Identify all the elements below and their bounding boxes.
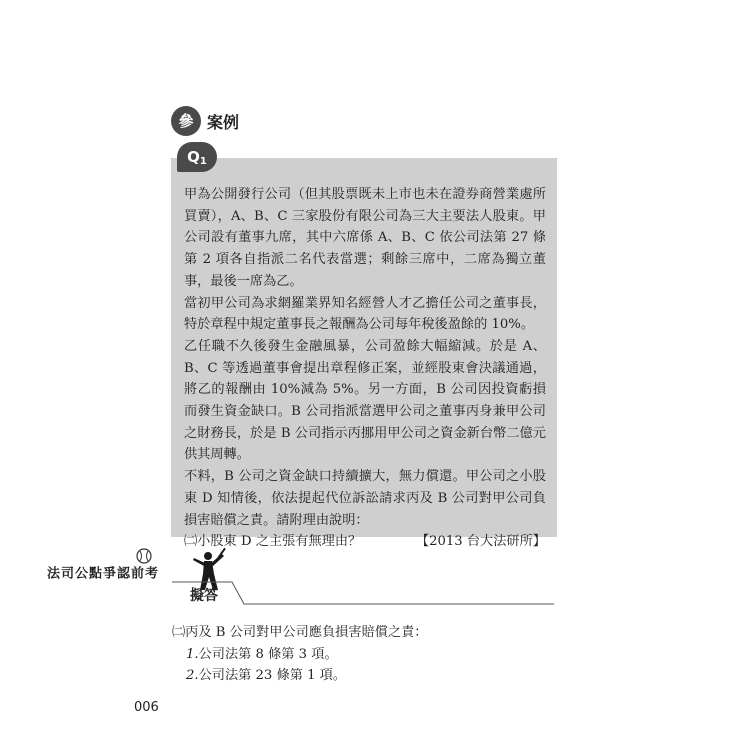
side-vertical-label [44, 566, 157, 579]
answer-heading: ㈡丙及 B 公司對甲公司應負損害賠償之責： [172, 625, 428, 640]
case-paragraph-4: 不料，B 公司之資金缺口持續擴大，無力償還。甲公司之小股東 D 知情後，依法提起代位訴訟請求丙及 B 公司對甲公司負損害賠償之責。請附理由說明： [184, 469, 546, 528]
question-tab-label: Q [187, 148, 200, 166]
sub-question: ㈡小股東 D 之主張有無理由？ [184, 534, 362, 550]
vert-char: 爭 [100, 566, 115, 579]
vert-char: 前 [128, 566, 143, 579]
answer-item [172, 665, 552, 687]
answer-item-text: 公司法第 8 條第 3 項。 [198, 646, 338, 662]
page-number: 006 [134, 700, 159, 715]
sub-question-line [184, 531, 546, 553]
vert-char: 司 [58, 566, 73, 579]
case-text [184, 184, 546, 553]
vert-char: 法 [44, 566, 59, 579]
baseball-icon [136, 548, 152, 564]
question-tab-number: 1 [199, 156, 207, 167]
exam-source: 【2013 台大法研所】 [415, 534, 546, 550]
section-title: 案例 [207, 113, 240, 132]
answer-item-text: 公司法第 23 條第 1 項。 [198, 668, 347, 683]
answer-item-number: 2. [186, 668, 199, 683]
answer-title: 擬答 [190, 588, 218, 604]
vert-char: 認 [114, 566, 129, 579]
answer-header-line [172, 576, 554, 606]
case-paragraph-3: 乙任職不久後發生金融風暴，公司盈餘大幅縮減。於是 A、B、C 等透過董事會提出章程修正案，並經股東會決議通過，將乙的報酬由 10%減為 5%。另一方面，B 公司因投資虧損而發生資金缺口。B 公司指派當選甲公司之董事丙身兼甲公司之財務長，於是 B 公司指示丙挪用甲公司之資金新台幣二億元供其周轉。 [184, 338, 546, 463]
vert-char: 公 [72, 566, 87, 579]
case-paragraph-1: 甲為公開發行公司（但其股票既未上市也未在證券商營業處所買賣），A、B、C 三家股份有限公司為三大主要法人股東。甲公司設有董事九席，其中六席係 A、B、C 依公司法第 27 條第 2 項各自指派二名代表當選；剩餘三席中，二席為獨立董事，最後一席為乙。 [184, 187, 546, 289]
answer-item [172, 644, 552, 666]
vert-char: 點 [86, 566, 101, 579]
section-badge: 參 [171, 106, 201, 136]
answer-item-number: 1. [186, 646, 199, 662]
question-tab [177, 142, 217, 172]
answer-text [172, 622, 552, 687]
vert-char: 考 [142, 566, 157, 579]
case-paragraph-2: 當初甲公司為求網羅業界知名經營人才乙擔任公司之董事長，特於章程中規定董事長之報酬為公司每年稅後盈餘的 10%。 [184, 295, 546, 333]
